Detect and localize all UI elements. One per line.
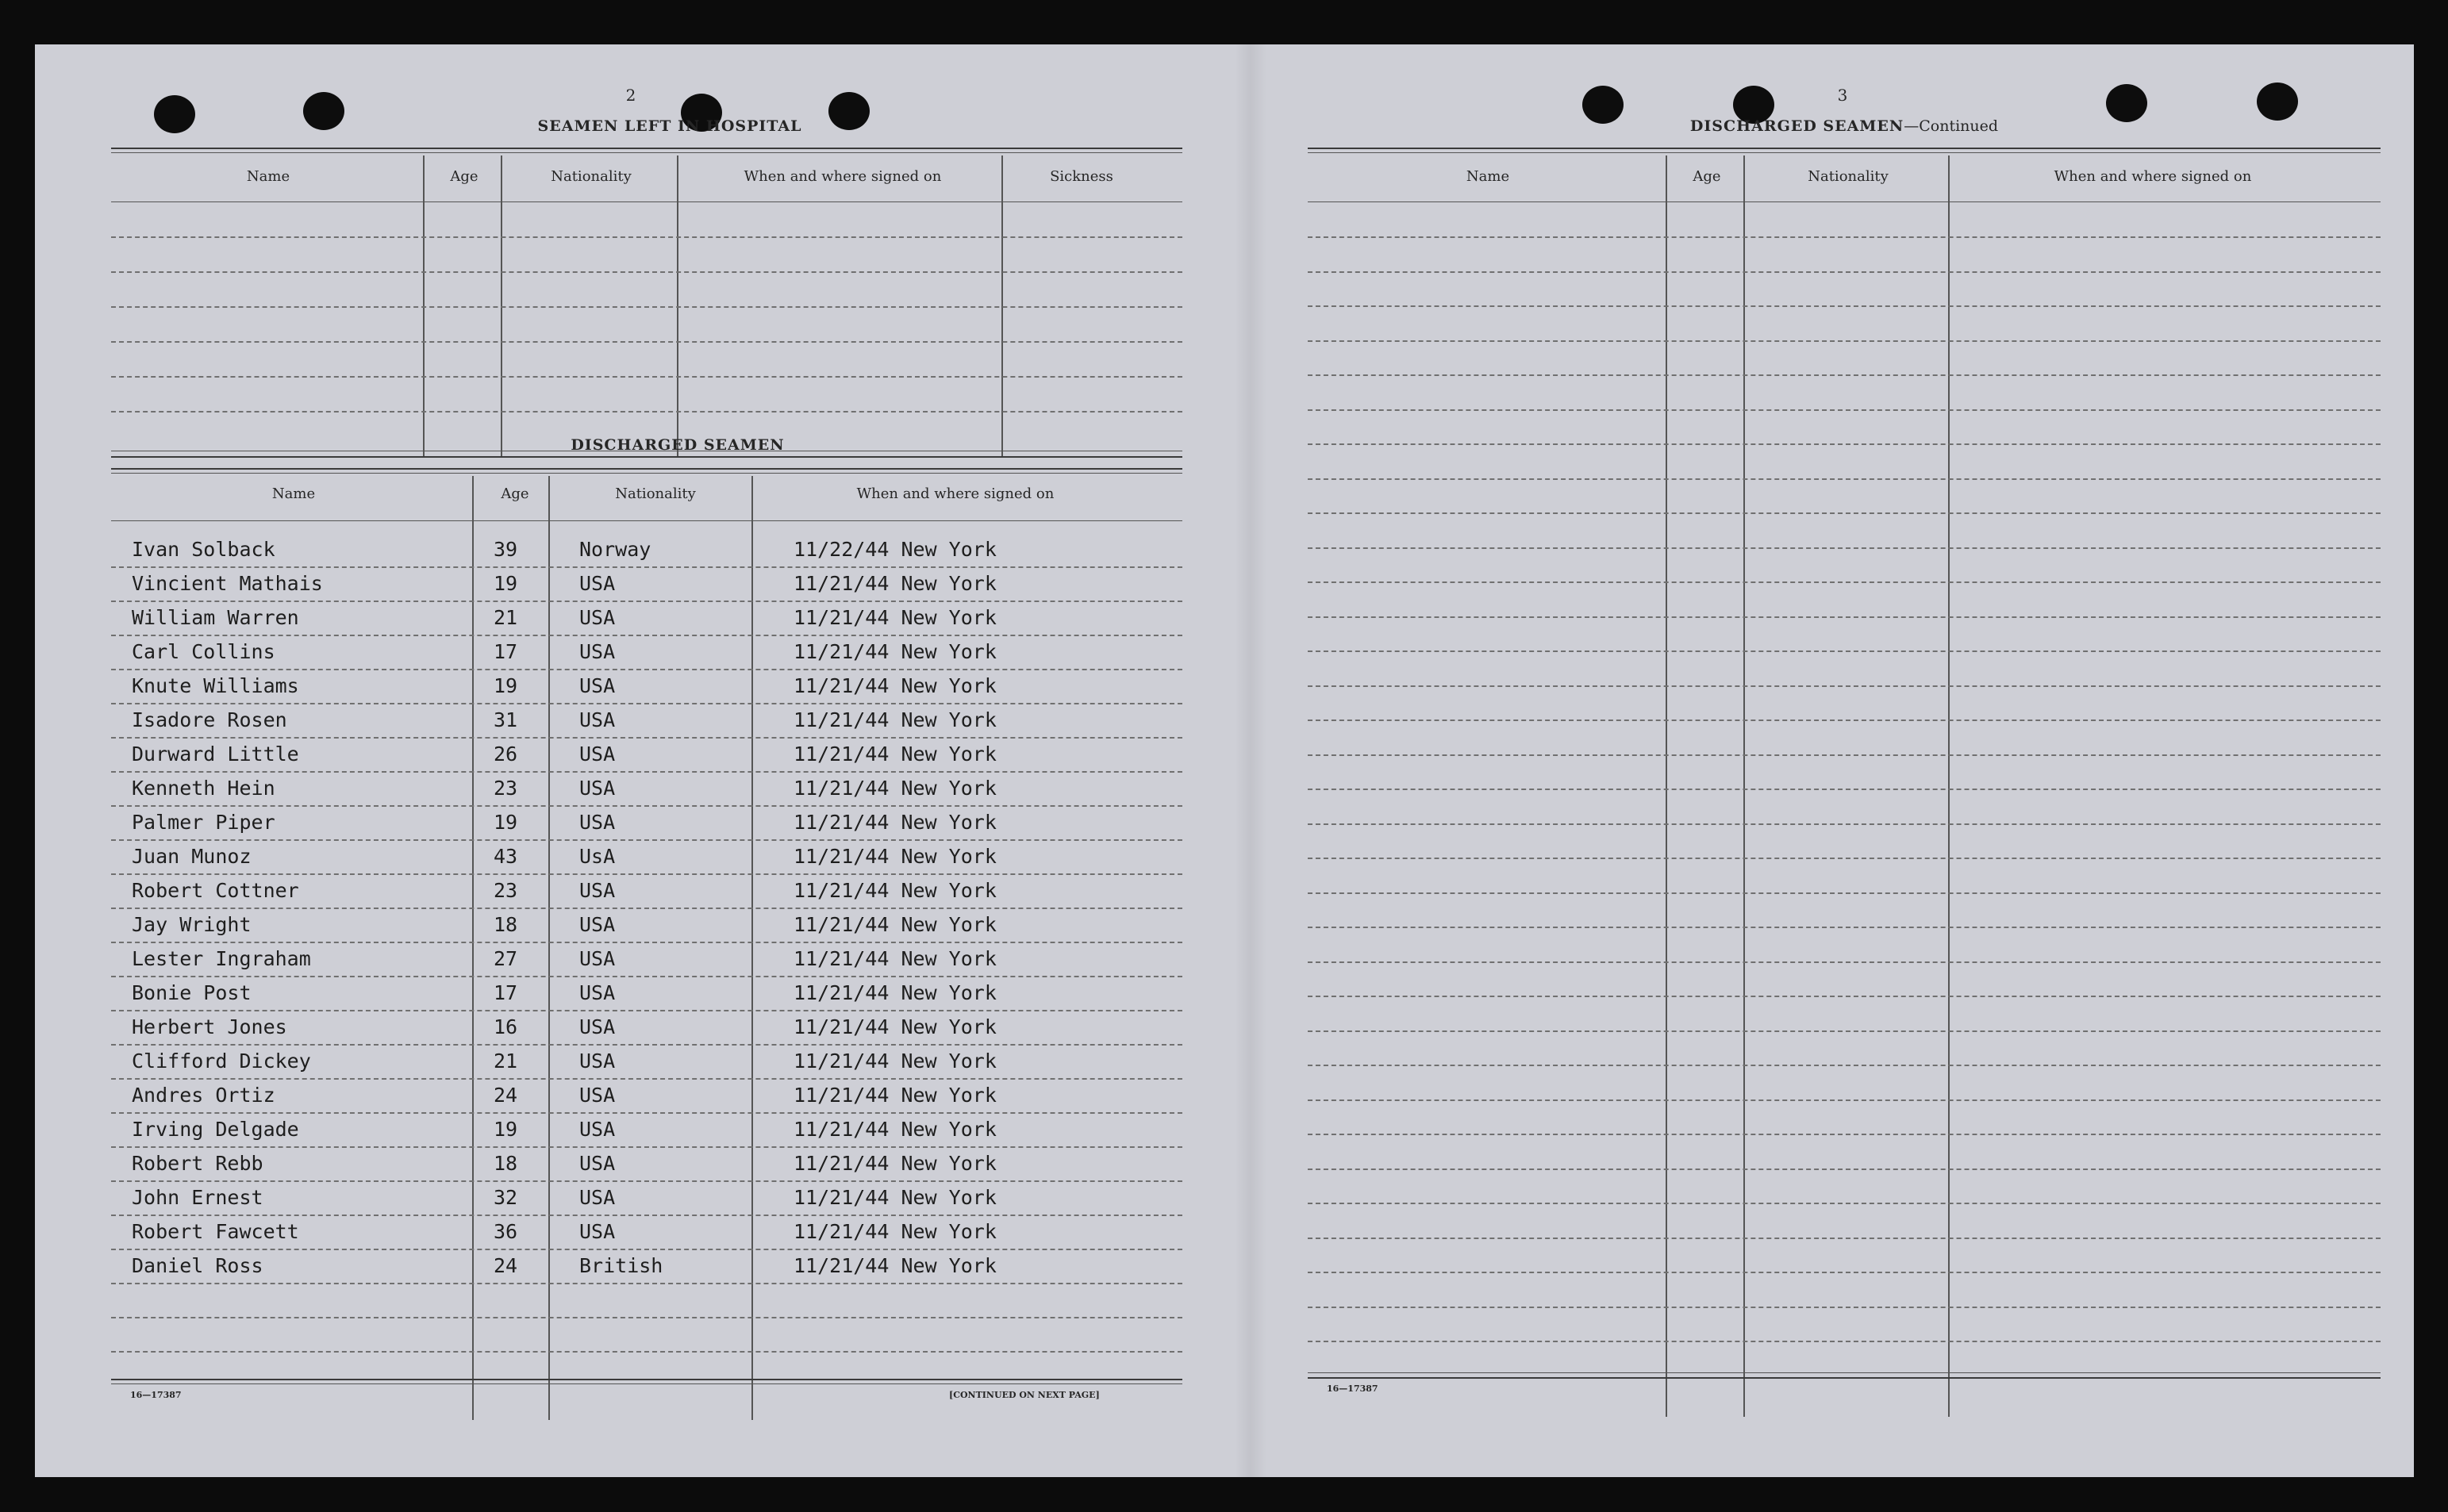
- seaman-nationality: British: [579, 1254, 663, 1277]
- continued-note: [CONTINUED ON NEXT PAGE]: [949, 1390, 1100, 1400]
- seaman-nationality: USA: [579, 879, 616, 902]
- row-rule: [111, 703, 1182, 704]
- seaman-signed-on: 11/21/44 New York: [794, 1084, 997, 1107]
- seaman-age: 24: [494, 1084, 518, 1107]
- seaman-signed-on: 11/21/44 New York: [794, 1118, 997, 1141]
- seaman-signed-on: 11/21/44 New York: [794, 1186, 997, 1209]
- row-rule: [1308, 581, 2381, 583]
- row-rule: [111, 635, 1182, 636]
- hospital-section-title: SEAMEN LEFT IN HOSPITAL: [537, 117, 802, 135]
- row-rule: [1308, 512, 2381, 514]
- seaman-signed-on: 11/21/44 New York: [794, 1220, 997, 1243]
- seaman-signed-on: 11/21/44 New York: [794, 981, 997, 1004]
- right-header-signed-on: When and where signed on: [2054, 168, 2252, 185]
- row-rule: [1308, 305, 2381, 307]
- row-rule: [111, 976, 1182, 977]
- seaman-name: Juan Munoz: [132, 845, 252, 868]
- seaman-nationality: USA: [579, 913, 616, 936]
- right-header-name: Name: [1466, 168, 1510, 185]
- row-rule: [1308, 927, 2381, 928]
- seaman-nationality: USA: [579, 1186, 616, 1209]
- seaman-nationality: USA: [579, 1118, 616, 1141]
- row-rule: [111, 1215, 1182, 1216]
- row-rule: [1308, 1099, 2381, 1101]
- row-rule: [111, 1249, 1182, 1250]
- right-title-suffix: —Continued: [1904, 117, 1999, 135]
- seaman-signed-on: 11/21/44 New York: [794, 913, 997, 936]
- seaman-name: Lester Ingraham: [132, 947, 311, 970]
- seaman-signed-on: 11/21/44 New York: [794, 811, 997, 834]
- row-rule: [111, 942, 1182, 943]
- seaman-signed-on: 11/21/44 New York: [794, 947, 997, 970]
- seaman-age: 31: [494, 708, 518, 731]
- row-rule: [1308, 443, 2381, 445]
- seaman-age: 27: [494, 947, 518, 970]
- row-rule: [1308, 478, 2381, 480]
- row-rule: [111, 737, 1182, 739]
- punch-hole: [2257, 83, 2298, 121]
- seaman-nationality: USA: [579, 708, 616, 731]
- seaman-age: 19: [494, 811, 518, 834]
- seaman-signed-on: 11/21/44 New York: [794, 743, 997, 766]
- hospital-header-signed-on: When and where signed on: [744, 168, 942, 185]
- seaman-name: Irving Delgade: [132, 1118, 299, 1141]
- seaman-name: Robert Rebb: [132, 1152, 263, 1175]
- seaman-name: Andres Ortiz: [132, 1084, 275, 1107]
- seaman-age: 21: [494, 606, 518, 629]
- discharged-section-title: DISCHARGED SEAMEN: [571, 436, 785, 454]
- seaman-name: William Warren: [132, 606, 299, 629]
- hospital-header-sickness: Sickness: [1050, 168, 1113, 185]
- row-rule: [1308, 650, 2381, 652]
- seaman-nationality: USA: [579, 777, 616, 800]
- seaman-name: Daniel Ross: [132, 1254, 263, 1277]
- seaman-nationality: Norway: [579, 538, 651, 561]
- page-number: 2: [625, 86, 636, 105]
- seaman-age: 21: [494, 1050, 518, 1073]
- seaman-nationality: UsA: [579, 845, 616, 868]
- row-rule: [111, 1317, 1182, 1318]
- row-rule: [1308, 996, 2381, 997]
- seaman-signed-on: 11/21/44 New York: [794, 879, 997, 902]
- seaman-name: Palmer Piper: [132, 811, 275, 834]
- row-rule: [1308, 1134, 2381, 1135]
- seaman-signed-on: 11/21/44 New York: [794, 845, 997, 868]
- seaman-nationality: USA: [579, 1152, 616, 1175]
- seaman-name: Carl Collins: [132, 640, 275, 663]
- seaman-nationality: USA: [579, 640, 616, 663]
- row-rule: [111, 1010, 1182, 1011]
- seaman-age: 17: [494, 981, 518, 1004]
- row-rule: [111, 566, 1182, 568]
- seaman-signed-on: 11/21/44 New York: [794, 777, 997, 800]
- seaman-name: Herbert Jones: [132, 1015, 287, 1038]
- seaman-age: 18: [494, 913, 518, 936]
- seaman-age: 19: [494, 572, 518, 595]
- row-rule: [1308, 685, 2381, 687]
- discharged-header-age: Age: [501, 485, 529, 502]
- seaman-name: Isadore Rosen: [132, 708, 287, 731]
- row-rule: [1308, 1238, 2381, 1239]
- seaman-signed-on: 11/22/44 New York: [794, 538, 997, 561]
- row-rule: [111, 839, 1182, 841]
- seaman-name: Robert Fawcett: [132, 1220, 299, 1243]
- punch-hole: [2106, 84, 2147, 122]
- seaman-nationality: USA: [579, 811, 616, 834]
- seaman-age: 18: [494, 1152, 518, 1175]
- row-rule: [1308, 1272, 2381, 1273]
- hospital-header-name: Name: [246, 168, 290, 185]
- seaman-name: Robert Cottner: [132, 879, 299, 902]
- row-rule: [111, 1180, 1182, 1182]
- seaman-age: 36: [494, 1220, 518, 1243]
- seaman-name: Durward Little: [132, 743, 299, 766]
- row-rule: [111, 1078, 1182, 1080]
- discharged-header-name: Name: [271, 485, 316, 502]
- seaman-age: 26: [494, 743, 518, 766]
- right-section-title: [1622, 117, 2066, 135]
- row-rule: [1308, 409, 2381, 411]
- seaman-nationality: USA: [579, 674, 616, 697]
- hospital-header-nationality: Nationality: [551, 168, 632, 185]
- page-fold: [1235, 44, 1266, 1477]
- seaman-nationality: USA: [579, 1050, 616, 1073]
- row-rule: [111, 669, 1182, 670]
- seaman-signed-on: 11/21/44 New York: [794, 1152, 997, 1175]
- seaman-signed-on: 11/21/44 New York: [794, 1015, 997, 1038]
- seaman-age: 23: [494, 879, 518, 902]
- row-rule: [1308, 236, 2381, 238]
- seaman-name: Bonie Post: [132, 981, 252, 1004]
- seaman-signed-on: 11/21/44 New York: [794, 572, 997, 595]
- seaman-name: Jay Wright: [132, 913, 252, 936]
- seaman-nationality: USA: [579, 743, 616, 766]
- seaman-name: Knute Williams: [132, 674, 299, 697]
- seaman-nationality: USA: [579, 1084, 616, 1107]
- row-rule: [1308, 1065, 2381, 1066]
- seaman-signed-on: 11/21/44 New York: [794, 606, 997, 629]
- row-rule: [111, 1351, 1182, 1353]
- row-rule: [111, 1044, 1182, 1046]
- row-rule: [1308, 1341, 2381, 1342]
- row-rule: [1308, 858, 2381, 859]
- form-number: 16—17387: [1327, 1383, 1378, 1394]
- right-title-main: DISCHARGED SEAMEN: [1689, 117, 1904, 135]
- row-rule: [1308, 720, 2381, 721]
- seaman-signed-on: 11/21/44 New York: [794, 640, 997, 663]
- row-rule: [1308, 823, 2381, 825]
- seaman-age: 19: [494, 674, 518, 697]
- seaman-age: 19: [494, 1118, 518, 1141]
- punch-hole: [1582, 86, 1624, 124]
- page-number: 3: [1837, 86, 1848, 105]
- row-rule: [111, 908, 1182, 909]
- right-header-age: Age: [1693, 168, 1721, 185]
- row-rule: [1308, 374, 2381, 376]
- form-number: 16—17387: [130, 1390, 182, 1400]
- discharged-header-nationality: Nationality: [615, 485, 696, 502]
- punch-hole: [154, 95, 195, 133]
- seaman-signed-on: 11/21/44 New York: [794, 1050, 997, 1073]
- row-rule: [1308, 789, 2381, 790]
- seaman-signed-on: 11/21/44 New York: [794, 1254, 997, 1277]
- seaman-signed-on: 11/21/44 New York: [794, 674, 997, 697]
- row-rule: [111, 805, 1182, 807]
- row-rule: [1308, 961, 2381, 963]
- row-rule: [111, 1283, 1182, 1284]
- row-rule: [1308, 616, 2381, 618]
- seaman-nationality: USA: [579, 1220, 616, 1243]
- row-rule: [111, 771, 1182, 773]
- hospital-header-age: Age: [450, 168, 478, 185]
- seaman-nationality: USA: [579, 606, 616, 629]
- row-rule: [1308, 1169, 2381, 1170]
- right-header-nationality: Nationality: [1808, 168, 1889, 185]
- row-rule: [1308, 754, 2381, 756]
- seaman-nationality: USA: [579, 1015, 616, 1038]
- punch-hole: [303, 92, 344, 130]
- row-rule: [1308, 892, 2381, 894]
- row-rule: [1308, 547, 2381, 549]
- seaman-nationality: USA: [579, 981, 616, 1004]
- row-rule: [1308, 340, 2381, 342]
- seaman-age: 32: [494, 1186, 518, 1209]
- row-rule: [1308, 1030, 2381, 1032]
- seaman-age: 23: [494, 777, 518, 800]
- seaman-age: 17: [494, 640, 518, 663]
- row-rule: [111, 601, 1182, 602]
- seaman-name: Ivan Solback: [132, 538, 275, 561]
- seaman-nationality: USA: [579, 947, 616, 970]
- seaman-age: 39: [494, 538, 518, 561]
- seaman-signed-on: 11/21/44 New York: [794, 708, 997, 731]
- seaman-age: 16: [494, 1015, 518, 1038]
- row-rule: [111, 1146, 1182, 1148]
- seaman-name: Vincient Mathais: [132, 572, 323, 595]
- seaman-nationality: USA: [579, 572, 616, 595]
- seaman-age: 24: [494, 1254, 518, 1277]
- discharged-header-signed-on: When and where signed on: [856, 485, 1055, 502]
- seaman-name: John Ernest: [132, 1186, 263, 1209]
- document-sheet: [35, 44, 2414, 1477]
- row-rule: [111, 1112, 1182, 1114]
- row-rule: [1308, 1307, 2381, 1308]
- seaman-name: Clifford Dickey: [132, 1050, 311, 1073]
- seaman-age: 43: [494, 845, 518, 868]
- row-rule: [111, 873, 1182, 875]
- row-rule: [1308, 271, 2381, 273]
- seaman-name: Kenneth Hein: [132, 777, 275, 800]
- row-rule: [1308, 1203, 2381, 1204]
